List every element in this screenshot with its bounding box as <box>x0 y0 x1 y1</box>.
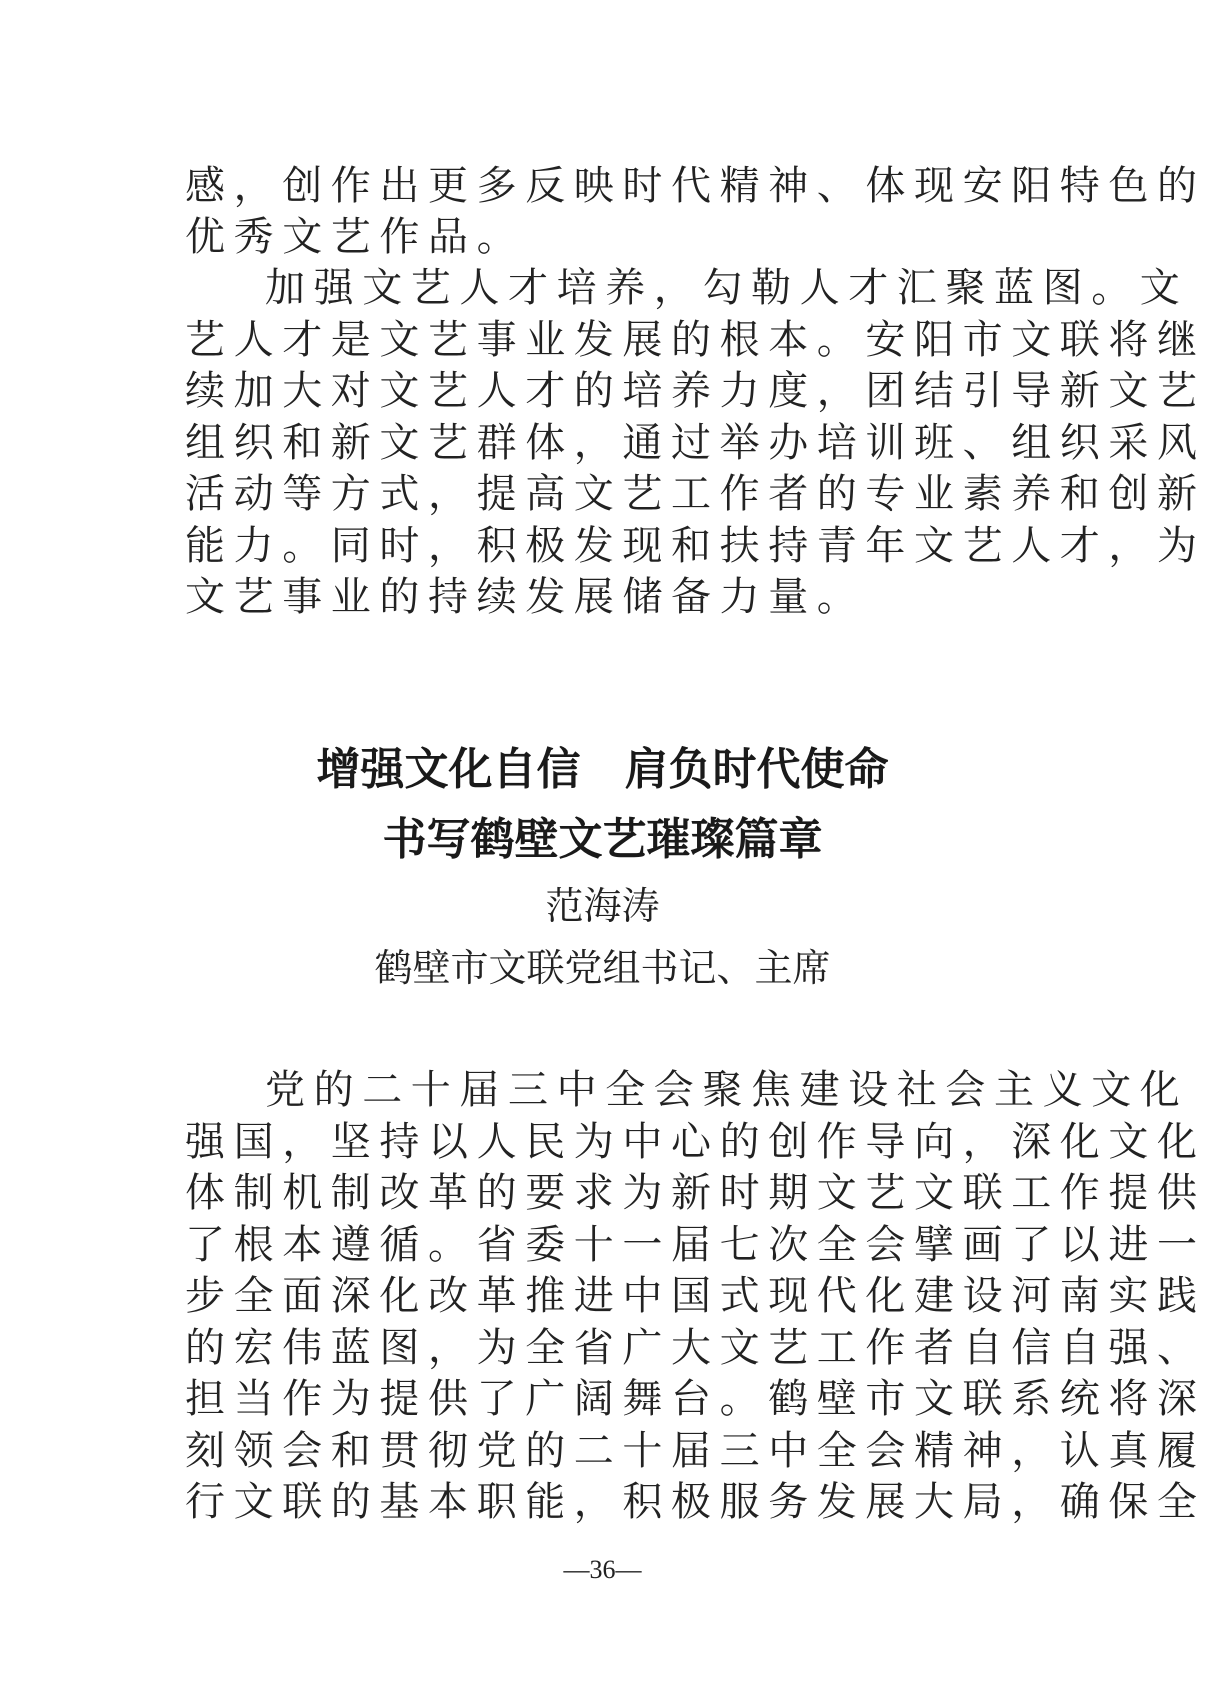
paragraph-line: 组织和新文艺群体，通过举办培训班、组织采风 <box>185 420 1206 466</box>
page-number: —36— <box>563 1555 642 1584</box>
paragraph-first-line: 党的二十届三中全会聚焦建设社会主义文化 <box>265 1067 1189 1113</box>
paragraph-line: 强国，坚持以人民为中心的创作导向，深化文化 <box>185 1119 1206 1165</box>
paragraph-first-line: 加强文艺人才培养，勾勒人才汇聚蓝图。文 <box>265 265 1189 311</box>
paragraph-line: 的宏伟蓝图，为全省广大文艺工作者自信自强、 <box>185 1325 1206 1371</box>
paragraph-line: 了根本遵循。省委十一届七次全会擘画了以进一 <box>185 1222 1206 1268</box>
paragraph-line: 活动等方式，提高文艺工作者的专业素养和创新 <box>185 471 1206 517</box>
paragraph-line: 文艺事业的持续发展储备力量。 <box>185 574 866 620</box>
paragraph-line: 刻领会和贯彻党的二十届三中全会精神，认真履 <box>185 1428 1206 1474</box>
paragraph-line: 步全面深化改革推进中国式现代化建设河南实践 <box>185 1273 1206 1319</box>
paragraph-line: 行文联的基本职能，积极服务发展大局，确保全 <box>185 1479 1206 1525</box>
paragraph-line: 优秀文艺作品。 <box>185 214 526 260</box>
paragraph-line: 能力。同时，积极发现和扶持青年文艺人才，为 <box>185 523 1206 569</box>
paragraph-line: 感，创作出更多反映时代精神、体现安阳特色的 <box>185 163 1206 209</box>
article-title-line-2: 书写鹤壁文艺璀璨篇章 <box>382 814 823 865</box>
author-position: 鹤壁市文联党组书记、主席 <box>374 946 831 990</box>
paragraph-line: 续加大对文艺人才的培养力度，团结引导新文艺 <box>185 368 1206 414</box>
paragraph-line: 担当作为提供了广阔舞台。鹤壁市文联系统将深 <box>185 1376 1206 1422</box>
paragraph-line: 体制机制改革的要求为新时期文艺文联工作提供 <box>185 1170 1206 1216</box>
author-name: 范海涛 <box>545 884 660 928</box>
article-title-line-1: 增强文化自信 肩负时代使命 <box>316 744 889 795</box>
paragraph-line: 艺人才是文艺事业发展的根本。安阳市文联将继 <box>185 317 1206 363</box>
